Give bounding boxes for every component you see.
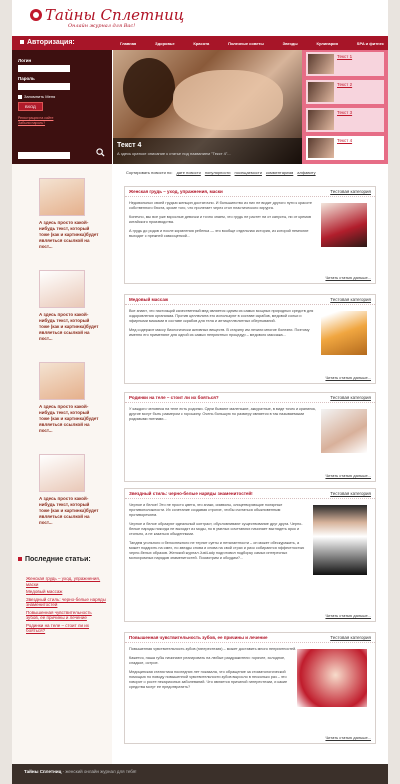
site-tagline: Онлайн журнал для Вас!	[68, 23, 136, 29]
article-paragraph: Черное и белое образуют идеальный контраст, обусловливают существование друг друга. Черно-белые наряды никогда не выходят из моды, но в умелых сочетаниях начинает выглядеть ярко и стильно, а не казаться обыденными.	[129, 522, 303, 536]
sidebar-promo[interactable]	[12, 164, 112, 256]
thumb-label[interactable]: Текст 3	[337, 110, 353, 115]
sort-by-popularity[interactable]: популярности	[204, 170, 231, 175]
article-category[interactable]: Тестовая категория	[330, 395, 371, 400]
sort-by-comments[interactable]: комментариям	[265, 170, 294, 175]
slider-thumbs	[302, 50, 388, 164]
latest-article-link[interactable]: Повышенная чувствительность зубов, ее причины и лечение	[26, 609, 92, 620]
sidebar-promo[interactable]	[12, 348, 112, 440]
latest-article-link[interactable]: Звездный стиль: черно-белые наряды знаменитостей	[26, 596, 106, 607]
sort-label: Сортировать новости по:	[126, 170, 173, 175]
login-input[interactable]	[18, 65, 70, 72]
thumb-label[interactable]: Текст 1	[337, 54, 353, 59]
article-paragraph: Черное и белое! Это не просто цвета, это знаки, символы, олицетворяющие полярные противоположности. Их сочетание создавая строгие, чтобы считаться обыкновенным противоречием.	[129, 503, 283, 517]
read-more-link[interactable]: Читать статью дальше...	[325, 275, 371, 280]
slider-caption	[113, 138, 302, 164]
sidebar	[12, 164, 112, 764]
page	[12, 0, 388, 784]
article-paragraph: Конечно, мы все уже взрослые девочки и точно знаем, что грудь не растет ни от капусты, ни от кремов китайского производства.	[129, 215, 312, 224]
login-button[interactable]: ВХОД	[18, 102, 43, 111]
slider-thumb[interactable]	[306, 80, 384, 104]
nav-item-beauty[interactable]: Красота	[193, 40, 210, 46]
article-header	[125, 187, 375, 197]
article-excerpt	[129, 407, 319, 422]
article-card	[124, 488, 376, 622]
article-card	[124, 186, 376, 284]
article-body	[125, 305, 375, 346]
auth-title: Авторизация:	[20, 39, 75, 46]
slider-image	[123, 58, 175, 118]
nav-item-health[interactable]: Здоровье	[155, 40, 175, 46]
nav-item-tips[interactable]: Полезные советы	[228, 40, 264, 46]
thumb-image	[308, 54, 334, 74]
sort-by-views[interactable]: посещаемости	[234, 170, 262, 175]
article-category[interactable]: Тестовая категория	[330, 297, 371, 302]
register-link[interactable]: Регистрация на сайте	[18, 116, 54, 120]
sidebar-promo[interactable]	[12, 440, 112, 532]
article-image[interactable]	[321, 311, 367, 355]
article-title[interactable]: Женская грудь – уход, упражнения, маски	[129, 189, 223, 194]
article-title[interactable]: Звездный стиль: черно-белые наряды знаменитостей!	[129, 491, 253, 496]
slider-thumb-active[interactable]	[306, 136, 384, 160]
nav-item-home[interactable]: Главная	[120, 40, 137, 46]
article-paragraph: Медицинская статистика последних лет показала, что обращение за стоматологической помощью по поводу повышенной чувствительности зубов выросло в несколько раз – это говорит о росте некариозных заболеваний. Что является причиной гиперестезии, и какие средства могут ее предотвратить?	[129, 670, 288, 689]
article-category[interactable]: Тестовая категория	[330, 491, 371, 496]
article-card	[124, 632, 376, 744]
featured-slider[interactable]	[113, 50, 302, 164]
latest-article-link[interactable]: Родинки на теле – стоит ли их бояться?	[26, 622, 90, 633]
article-category[interactable]: Тестовая категория	[330, 635, 371, 640]
thumb-image	[308, 110, 334, 130]
slider-thumb[interactable]	[306, 52, 384, 76]
latest-articles-title: Последние статьи:	[18, 556, 91, 563]
footer-site-name: Тайны Сплетниц	[24, 769, 62, 774]
article-image[interactable]	[313, 505, 367, 575]
read-more-link[interactable]: Читать статью дальше...	[325, 735, 371, 740]
sort-bar	[126, 170, 386, 178]
sidebar-promo-text[interactable]: А здесь просто какой-нибудь текст, который тоже (как и картинка)будет являеться ссылкой на пост...	[39, 404, 99, 433]
sidebar-promo[interactable]	[12, 256, 112, 348]
article-paragraph: У каждого человека на теле есть родинки. Одни бывают маленькие, аккуратные, в виде точек и крапинок, другие могут быть размером с горошину. Очень большую по размеру является в так называемыми родимыми пятнами...	[129, 407, 317, 421]
article-paragraph: А грудь до родов и после кормления ребенка — это вообще отдельная история, из которой немногие выходят с прежней самооценкой...	[129, 229, 309, 238]
sidebar-promo-image[interactable]	[39, 270, 85, 308]
footer-tagline: - женский онлайн журнал для тебя!	[61, 769, 137, 774]
nav-item-spa[interactable]: SPA и фитнес	[356, 40, 384, 46]
nav-item-stars[interactable]: Звезды	[282, 40, 298, 46]
article-header	[125, 489, 375, 499]
remember-me[interactable]	[18, 94, 106, 99]
slider-thumb[interactable]	[306, 108, 384, 132]
remember-checkbox[interactable]	[18, 95, 22, 99]
article-excerpt	[129, 201, 319, 239]
article-header	[125, 393, 375, 403]
login-panel	[12, 50, 112, 164]
article-paragraph: Тандем угольного и белоснежного не терпит суеты и неталантности – он может обескуражить, а может подарить на смех, но звезды снова и снова на свой страх и риск собираются эффектностью черно-белых образов. Женский журнал JustLady подготовил подборку самых интересных монохромных нарядов знаменитостей. Посмотрим и обсудим?...	[129, 541, 305, 560]
login-label: Логин	[18, 58, 32, 63]
footer	[12, 764, 388, 784]
main-nav	[116, 36, 388, 50]
article-paragraph: Все знают, что настоящий качественный мед является одним из самых мощных природных средств для оздоровления организма. Против целлюлита его используют в составе скрабов, медовой сольи и эфирными масками в составе скрабов для тела и антицеллюлитных обертываний.	[129, 309, 314, 323]
nav-item-cooking[interactable]: Кулинария	[316, 40, 338, 46]
latest-article-link[interactable]: Медовый массаж	[26, 589, 63, 594]
read-more-link[interactable]: Читать статью дальше...	[325, 473, 371, 478]
article-header	[125, 295, 375, 305]
article-excerpt	[129, 647, 299, 690]
sort-by-date[interactable]: дате новости	[176, 170, 201, 175]
thumb-label[interactable]: Текст 2	[337, 82, 353, 87]
article-header	[125, 633, 375, 643]
article-image[interactable]	[297, 649, 367, 707]
article-title[interactable]: Медовый массаж	[129, 297, 169, 302]
search-input[interactable]	[18, 152, 70, 159]
article-paragraph: Повышенная чувствительность зубов (гиперестезия) – может доставить много неприятностей.	[129, 647, 297, 651]
article-image[interactable]	[321, 409, 367, 453]
article-card	[124, 294, 376, 384]
article-image[interactable]	[321, 203, 367, 247]
article-body	[125, 643, 375, 698]
sidebar-promo-text[interactable]: А здесь просто какой-нибудь текст, который тоже (как и картинка)будет являеться ссылкой на пост...	[39, 220, 99, 249]
article-body	[125, 197, 375, 247]
sidebar-promo-image[interactable]	[39, 362, 85, 400]
thumb-image	[308, 138, 334, 158]
latest-article-link[interactable]: Женская грудь – уход, упражнения, маски	[26, 576, 101, 587]
article-title[interactable]: Родинки на теле – стоит ли их бояться?	[129, 395, 219, 400]
read-more-link[interactable]: Читать статью дальше...	[325, 613, 371, 618]
search-icon[interactable]	[96, 148, 105, 157]
article-body	[125, 403, 375, 430]
header	[12, 0, 388, 36]
article-title[interactable]: Повышенная чувствительность зубов, ее причины и лечение	[129, 635, 268, 640]
thumb-label[interactable]: Текст 4	[337, 138, 353, 143]
article-card	[124, 392, 376, 482]
slider-image-body	[173, 70, 283, 130]
article-excerpt	[129, 503, 307, 561]
article-paragraph: Недовольных своей грудью женщин достаточно. И большинство из них не видит другого пути к красоте собственного бюста, кроме того, что пролегает через стол пластического хирурга.	[129, 201, 312, 210]
sidebar-promo-image[interactable]	[39, 454, 85, 492]
thumb-image	[308, 82, 334, 102]
slider-title[interactable]: Текст 4	[117, 142, 142, 149]
remember-label: Запомнить Меня	[24, 94, 56, 99]
password-input[interactable]	[18, 83, 70, 90]
article-paragraph: Мед содержит массу биологически активных веществ. В старину им лечили многие болезни. Поэтому именно его применяют для одной из самых неприятных процедур – медового массажа...	[129, 328, 310, 337]
article-excerpt	[129, 309, 319, 338]
article-paragraph: Кажется, наша губы начинают реагировать на любые раздражители: горячее, холодное, сладкое, острое.	[129, 656, 286, 665]
slider-description: А здесь краткое описание к статье под названием "Текст 4"...	[117, 151, 231, 156]
password-label: Пароль	[18, 76, 35, 81]
article-body	[125, 499, 375, 569]
sort-by-alphabet[interactable]: алфавиту	[297, 170, 316, 175]
article-category[interactable]: Тестовая категория	[330, 189, 371, 194]
site-logo-title[interactable]: Тайны Сплетниц	[45, 6, 185, 24]
sidebar-promo-text[interactable]: А здесь просто какой-нибудь текст, который тоже (как и картинка)будет являеться ссылкой на пост...	[39, 312, 99, 341]
read-more-link[interactable]: Читать статью дальше...	[325, 375, 371, 380]
latest-articles-list	[26, 576, 106, 636]
logo-icon	[30, 9, 42, 21]
sidebar-promo-image[interactable]	[39, 178, 85, 216]
sidebar-promo-text[interactable]: А здесь просто какой-нибудь текст, который тоже (как и картинка)будет являеться ссылкой на пост...	[39, 496, 99, 525]
forgot-password-link[interactable]: Забыли пароль?	[18, 121, 46, 125]
navbar	[12, 36, 388, 50]
